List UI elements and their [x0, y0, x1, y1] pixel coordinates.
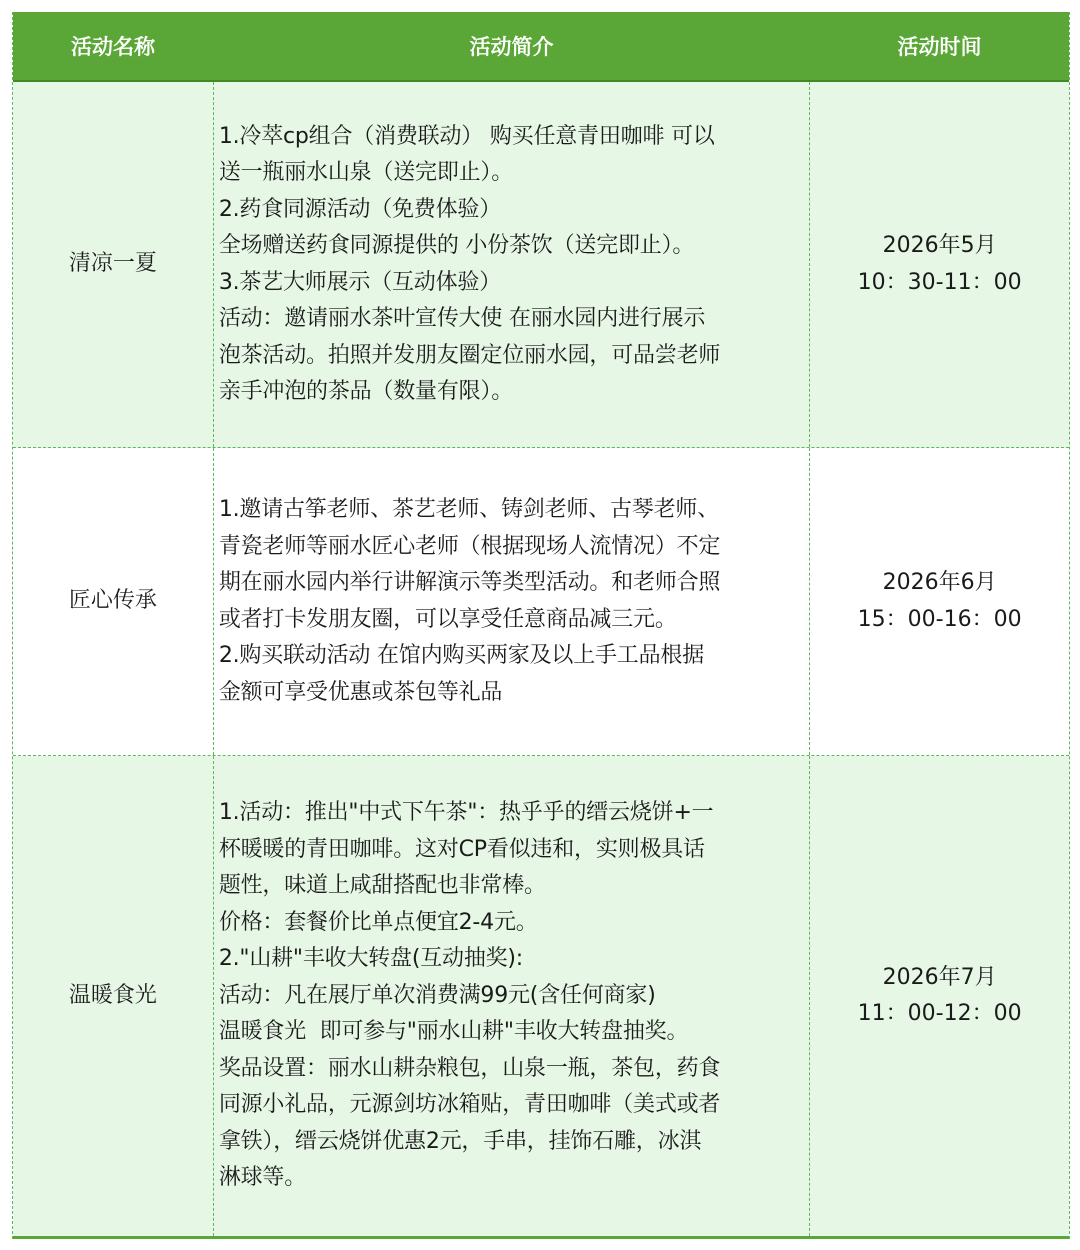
activity-time [810, 756, 1069, 1236]
activity-table [12, 12, 1070, 1239]
table-row [13, 756, 1069, 1239]
activity-name: 匠心传承 [13, 448, 214, 755]
table-header [13, 12, 1069, 82]
activity-desc: 1.冷萃cp组合（消费联动） 购买任意青田咖啡 可以 送一瓶丽水山泉（送完即止）。 2.药食同源活动（免费体验） 全场赠送药食同源提供的 小份茶饮（送完即止）。 3.茶艺大师展示（互动体验） 活动：邀请丽水茶叶宣传大使 在丽水园内进行展示 泡茶活动。拍照并发朋友圈定位丽水园，可品尝老师 亲手冲泡的茶品（数量有限）。 [214, 82, 810, 447]
activity-time [810, 448, 1069, 755]
activity-time [810, 82, 1069, 447]
activity-desc: 1.活动：推出"中式下午茶"：热乎乎的缙云烧饼+一 杯暖暖的青田咖啡。这对CP看似违和，实则极具话 题性，味道上咸甜搭配也非常棒。 价格：套餐价比单点便宜2-4元。 2."山耕"丰收大转盘(互动抽奖): 活动：凡在展厅单次消费满99元(含任何商家) 温暖食光 即可参与"丽水山耕"丰收大转盘抽奖。 奖品设置：丽水山耕杂粮包，山泉一瓶，茶包，药食 同源小礼品，元源剑坊冰箱贴，青田咖啡（美式或者 拿铁），缙云烧饼优惠2元，手串，挂饰石雕，冰淇 淋球等。 [214, 756, 810, 1236]
activity-hours: 15：00-16：00 [857, 606, 1022, 632]
activity-date: 2026年5月 [882, 233, 997, 258]
activity-date: 2026年7月 [882, 964, 997, 990]
activity-date: 2026年6月 [882, 570, 997, 595]
activity-name: 温暖食光 [13, 756, 214, 1236]
table-row [13, 448, 1069, 756]
activity-hours: 10：30-11：00 [857, 269, 1022, 295]
header-activity-time: 活动时间 [897, 35, 982, 59]
activity-hours: 11：00-12：00 [857, 1001, 1022, 1026]
header-activity-desc: 活动简介 [469, 35, 554, 59]
header-activity-name: 活动名称 [71, 35, 155, 59]
table-row [13, 82, 1069, 448]
activity-name: 清凉一夏 [13, 82, 214, 447]
activity-desc: 1.邀请古筝老师、茶艺老师、铸剑老师、古琴老师、 青瓷老师等丽水匠心老师（根据现场人流情况）不定 期在丽水园内举行讲解演示等类型活动。和老师合照 或者打卡发朋友圈，可以享受任意商品减三元。 2.购买联动活动 在馆内购买两家及以上手工品根据 金额可享受优惠或茶包等礼品 [214, 448, 810, 755]
